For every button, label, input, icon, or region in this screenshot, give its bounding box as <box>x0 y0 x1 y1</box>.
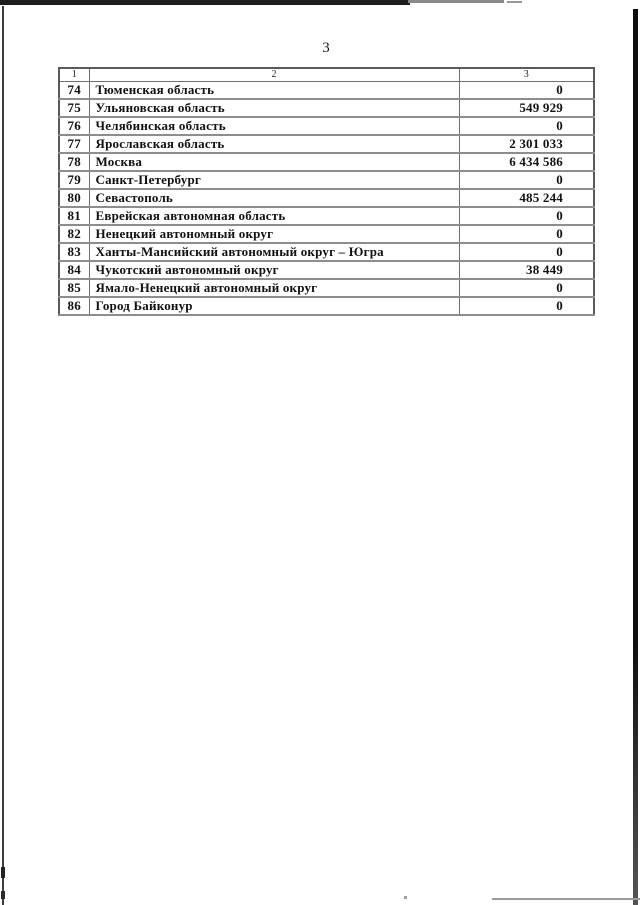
scan-edge-right <box>633 9 638 905</box>
table-row <box>59 207 594 225</box>
table-row <box>59 81 594 99</box>
scan-edge-top-dash <box>507 1 522 3</box>
row-number-cell: 85 <box>59 279 89 297</box>
row-number-cell: 83 <box>59 243 89 261</box>
value-cell: 485 244 <box>459 189 594 207</box>
row-number-cell: 80 <box>59 189 89 207</box>
region-name-cell: Город Байконур <box>89 297 459 315</box>
table-row <box>59 297 594 315</box>
table-row <box>59 279 594 297</box>
col-header-2: 2 <box>89 68 459 81</box>
value-cell: 38 449 <box>459 261 594 279</box>
region-name-cell: Ханты-Мансийский автономный округ – Югра <box>89 243 459 261</box>
region-name-cell: Еврейская автономная область <box>89 207 459 225</box>
value-cell: 2 301 033 <box>459 135 594 153</box>
region-name-cell: Ямало-Ненецкий автономный округ <box>89 279 459 297</box>
table-row <box>59 117 594 135</box>
region-name-cell: Санкт-Петербург <box>89 171 459 189</box>
value-cell: 549 929 <box>459 99 594 117</box>
region-name-cell: Челябинская область <box>89 117 459 135</box>
region-name-cell: Севастополь <box>89 189 459 207</box>
table-row <box>59 261 594 279</box>
row-number-cell: 86 <box>59 297 89 315</box>
row-number-cell: 74 <box>59 81 89 99</box>
row-number-cell: 84 <box>59 261 89 279</box>
table-row <box>59 189 594 207</box>
row-number-cell: 76 <box>59 117 89 135</box>
page-number: 3 <box>322 40 330 56</box>
value-cell: 0 <box>459 171 594 189</box>
region-name-cell: Чукотский автономный округ <box>89 261 459 279</box>
value-cell: 0 <box>459 225 594 243</box>
table-row <box>59 171 594 189</box>
value-cell: 0 <box>459 81 594 99</box>
table-row <box>59 225 594 243</box>
value-cell: 6 434 586 <box>459 153 594 171</box>
table-row <box>59 99 594 117</box>
region-name-cell: Ненецкий автономный округ <box>89 225 459 243</box>
scan-speck <box>404 896 407 899</box>
region-name-cell: Москва <box>89 153 459 171</box>
region-name-cell: Тюменская область <box>89 81 459 99</box>
table-row <box>59 135 594 153</box>
region-name-cell: Ярославская область <box>89 135 459 153</box>
col-header-3: 3 <box>459 68 594 81</box>
row-number-cell: 82 <box>59 225 89 243</box>
table-row <box>59 153 594 171</box>
row-number-cell: 77 <box>59 135 89 153</box>
row-number-cell: 79 <box>59 171 89 189</box>
region-name-cell: Ульяновская область <box>89 99 459 117</box>
scan-edge-top-gray <box>408 0 504 3</box>
table-header-row <box>59 68 594 81</box>
regions-table <box>58 67 595 316</box>
scan-edge-left <box>2 6 4 905</box>
value-cell: 0 <box>459 243 594 261</box>
scan-edge-bottom <box>492 898 640 900</box>
table-row <box>59 243 594 261</box>
value-cell: 0 <box>459 297 594 315</box>
row-number-cell: 81 <box>59 207 89 225</box>
row-number-cell: 75 <box>59 99 89 117</box>
scan-speck <box>1 867 5 878</box>
row-number-cell: 78 <box>59 153 89 171</box>
value-cell: 0 <box>459 117 594 135</box>
value-cell: 0 <box>459 279 594 297</box>
col-header-1: 1 <box>59 68 89 81</box>
value-cell: 0 <box>459 207 594 225</box>
scan-edge-top-dark <box>0 0 410 5</box>
scan-speck <box>1 891 5 899</box>
